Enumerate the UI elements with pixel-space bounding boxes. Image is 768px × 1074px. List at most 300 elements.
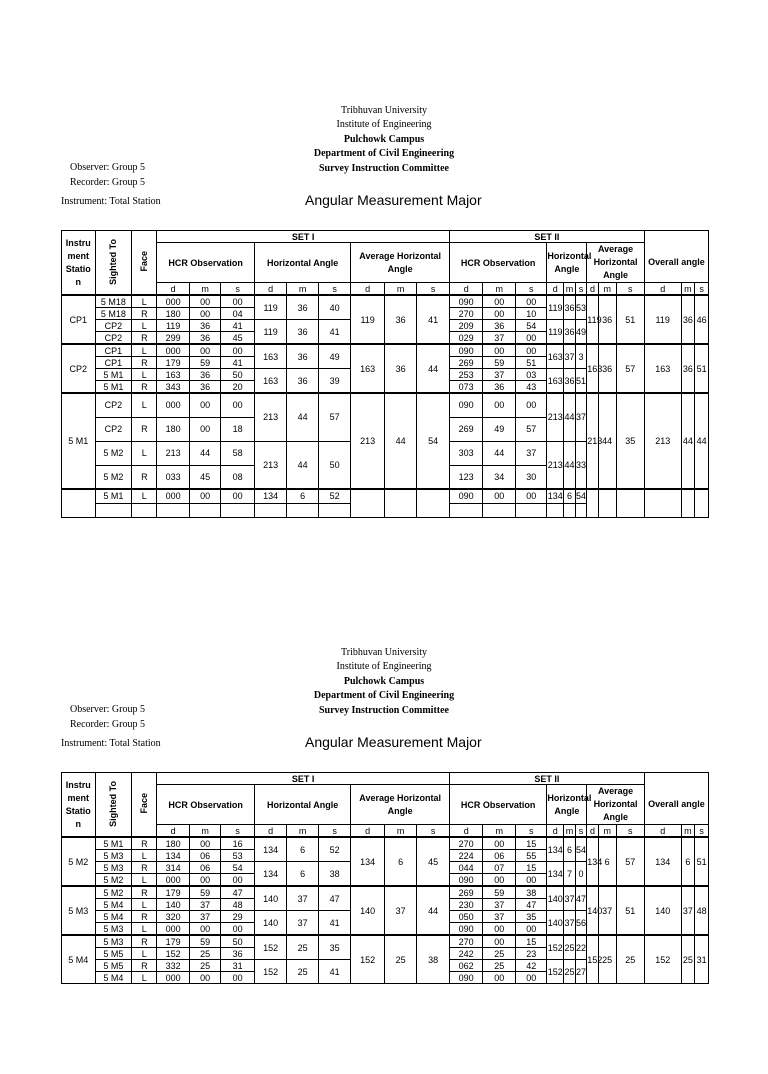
hcr1-d-cell: 134 (157, 850, 190, 862)
sighted-to-cell: 5 M3 (95, 935, 132, 948)
sheet-page-1 (0, 0, 768, 512)
overall-s-cell: 51 (695, 344, 709, 393)
hcr1-s-cell: 00 (221, 344, 255, 357)
average-horizontal-angle-header: Average Horizontal Angle (351, 785, 450, 825)
ha1-s-cell: 39 (318, 369, 351, 394)
hcr2-d-cell: 090 (449, 874, 483, 887)
sheet-title: Angular Measurement Major (305, 734, 482, 750)
unit-header-s: s (515, 283, 546, 296)
sighted-to-cell: 5 M1 (95, 837, 132, 850)
sighted-to-cell: 5 M1 (95, 381, 132, 394)
avg2-s-cell: 57 (616, 344, 644, 393)
hcr2-s-cell: 00 (515, 489, 546, 503)
unit-header-d: d (449, 825, 483, 838)
ha1-d-cell: 152 (254, 935, 287, 960)
hcr1-s-cell: 58 (221, 441, 255, 465)
hcr1-d-cell: 000 (157, 972, 190, 984)
unit-header-s: s (695, 283, 709, 296)
avg2-m-cell: 37 (598, 886, 616, 935)
hcr2-d-cell: 062 (449, 960, 483, 972)
hcr1-m-cell: 59 (189, 357, 220, 369)
face-cell: L (132, 948, 157, 960)
face-cell: L (132, 320, 157, 332)
sighted-to-cell: 5 M3 (95, 923, 132, 936)
ha1-d-cell: 134 (254, 489, 287, 503)
station-cell: 5 M3 (62, 886, 96, 935)
sighted-to-cell: CP2 (95, 320, 132, 332)
avg2-s-cell: 57 (616, 837, 644, 886)
dms-header-row (62, 825, 709, 838)
unit-header-m: m (564, 283, 576, 296)
dms-header-row (62, 283, 709, 296)
hcr2-m-cell: 37 (483, 911, 516, 923)
avg2-d-cell: 152 (587, 935, 599, 984)
hcr1-d-cell: 140 (157, 899, 190, 911)
hcr1-m-cell: 25 (189, 948, 220, 960)
unit-header-d: d (254, 283, 287, 296)
overall-m-cell (681, 489, 695, 517)
hcr1-m-cell: 59 (189, 935, 220, 948)
station-cell: CP1 (62, 295, 96, 344)
hcr2-s-cell: 15 (515, 837, 546, 850)
ha2-d-cell: 134 (547, 862, 564, 887)
hcr2-s-cell: 35 (515, 911, 546, 923)
hcr1-m-cell: 00 (189, 344, 220, 357)
hcr1-s-cell: 48 (221, 899, 255, 911)
sighted-to-cell: 5 M2 (95, 465, 132, 489)
unit-header-s: s (616, 825, 644, 838)
unit-header-s: s (318, 283, 351, 296)
hcr2-s-cell: 38 (515, 886, 546, 899)
face-cell: R (132, 417, 157, 441)
committee-name: Survey Instruction Committee (319, 704, 449, 716)
hcr2-m-cell: 00 (483, 874, 516, 887)
hcr1-d-cell: 180 (157, 308, 190, 320)
hcr2-d-cell: 123 (449, 465, 483, 489)
hcr1-s-cell: 29 (221, 911, 255, 923)
horizontal-angle-header: Horizontal Angle (254, 785, 350, 825)
unit-header-d: d (351, 825, 385, 838)
hcr1-m-cell: 06 (189, 850, 220, 862)
hcr1-m-cell: 37 (189, 911, 220, 923)
ha1-m-cell: 6 (287, 837, 318, 862)
unit-header-m: m (483, 825, 516, 838)
hcr2-m-cell: 37 (483, 899, 516, 911)
horizontal-angle-header: Horizontal Angle (547, 785, 587, 825)
table-row (62, 886, 709, 899)
ha2-d-cell: 152 (547, 960, 564, 984)
ha1-m-cell: 36 (287, 344, 318, 369)
hcr1-s-cell: 50 (221, 369, 255, 381)
hcr2-d-cell: 209 (449, 320, 483, 332)
unit-header-m: m (287, 825, 318, 838)
hcr2-m-cell: 00 (483, 923, 516, 936)
ha1-s-cell: 50 (318, 441, 351, 489)
hcr1-d-cell: 180 (157, 837, 190, 850)
hcr1-d-cell: 000 (157, 489, 190, 503)
face-cell: L (132, 295, 157, 308)
overall-d-cell: 119 (644, 295, 681, 344)
campus-name: Pulchowk Campus (343, 675, 425, 687)
unit-header-s: s (575, 283, 587, 296)
hcr2-m-cell: 49 (483, 417, 516, 441)
face-cell: R (132, 960, 157, 972)
hcr2-d-cell: 270 (449, 308, 483, 320)
recorder-label: Recorder: Group 5 (70, 719, 145, 730)
hcr2-d-cell: 073 (449, 381, 483, 394)
overall-s-cell: 31 (695, 935, 709, 984)
unit-header-s: s (515, 825, 546, 838)
station-cell: 5 M1 (62, 393, 96, 489)
hcr2-d-cell: 303 (449, 441, 483, 465)
unit-header-d: d (644, 825, 681, 838)
hcr1-s-cell: 50 (221, 935, 255, 948)
sighted-to-cell: 5 M18 (95, 295, 132, 308)
sighted-to-cell: CP1 (95, 357, 132, 369)
hcr2-m-cell: 25 (483, 960, 516, 972)
ha2-m-cell: 37 (564, 886, 576, 911)
avg1-d-cell: 119 (351, 295, 385, 344)
institute-name: Institute of Engineering (336, 119, 432, 131)
hcr1-d-cell (157, 503, 190, 517)
ha1-d-cell: 163 (254, 344, 287, 369)
hcr2-m-cell: 36 (483, 320, 516, 332)
hcr2-s-cell: 00 (515, 923, 546, 936)
hcr2-d-cell: 090 (449, 393, 483, 417)
ha1-d-cell (254, 503, 287, 517)
hcr2-s-cell: 42 (515, 960, 546, 972)
ha2-s-cell: 0 (575, 862, 587, 887)
table-row (62, 837, 709, 850)
hcr1-m-cell: 59 (189, 886, 220, 899)
unit-header-m: m (384, 283, 417, 296)
hcr2-m-cell: 34 (483, 465, 516, 489)
ha2-m-cell: 44 (564, 393, 576, 441)
ha1-d-cell: 140 (254, 911, 287, 936)
ha2-d-cell: 134 (547, 489, 564, 503)
ha1-s-cell: 41 (318, 911, 351, 936)
avg1-d-cell: 213 (351, 393, 385, 489)
sighted-to-cell: 5 M2 (95, 874, 132, 887)
hcr1-s-cell: 41 (221, 357, 255, 369)
institute-name: Institute of Engineering (336, 661, 432, 673)
horizontal-angle-header: Horizontal Angle (254, 243, 350, 283)
unit-header-m: m (681, 825, 695, 838)
overall-s-cell: 51 (695, 837, 709, 886)
hcr1-m-cell: 36 (189, 332, 220, 345)
hcr1-s-cell: 53 (221, 850, 255, 862)
hcr-observation-header: HCR Observation (449, 785, 547, 825)
overall-m-cell: 25 (681, 935, 695, 984)
unit-header-m: m (681, 283, 695, 296)
observation-table-wrapper (61, 772, 711, 1074)
avg1-d-cell (351, 489, 385, 517)
face-cell: R (132, 465, 157, 489)
ha1-s-cell: 52 (318, 837, 351, 862)
ha1-s-cell (318, 503, 351, 517)
ha1-d-cell: 213 (254, 441, 287, 489)
avg2-m-cell: 44 (598, 393, 616, 489)
instrument-station-header: Instru ment Statio n (62, 231, 96, 296)
hcr1-m-cell: 25 (189, 960, 220, 972)
avg2-d-cell (587, 489, 599, 517)
unit-header-m: m (189, 825, 220, 838)
hcr2-m-cell: 44 (483, 441, 516, 465)
unit-header-m: m (287, 283, 318, 296)
ha1-s-cell: 38 (318, 862, 351, 887)
face-header: Face (132, 773, 157, 838)
ha2-d-cell (547, 503, 564, 517)
face-cell: R (132, 837, 157, 850)
unit-header-s: s (318, 825, 351, 838)
hcr1-s-cell: 36 (221, 948, 255, 960)
hcr1-s-cell: 00 (221, 923, 255, 936)
hcr2-m-cell: 59 (483, 886, 516, 899)
ha2-d-cell: 213 (547, 393, 564, 441)
avg2-d-cell: 140 (587, 886, 599, 935)
hcr1-m-cell: 00 (189, 295, 220, 308)
overall-d-cell: 134 (644, 837, 681, 886)
avg2-m-cell: 25 (598, 935, 616, 984)
hcr2-s-cell: 54 (515, 320, 546, 332)
station-cell: CP2 (62, 344, 96, 393)
face-cell: L (132, 369, 157, 381)
university-name: Tribhuvan University (340, 105, 428, 116)
hcr1-m-cell (189, 503, 220, 517)
campus-name: Pulchowk Campus (343, 133, 425, 145)
hcr2-m-cell: 00 (483, 308, 516, 320)
sighted-to-cell: CP2 (95, 417, 132, 441)
hcr-observation-header: HCR Observation (157, 243, 255, 283)
unit-header-d: d (157, 283, 190, 296)
avg1-s-cell: 44 (417, 886, 450, 935)
avg1-d-cell: 152 (351, 935, 385, 984)
avg2-s-cell: 35 (616, 393, 644, 489)
hcr1-m-cell: 06 (189, 862, 220, 874)
hcr2-m-cell: 00 (483, 972, 516, 984)
ha1-m-cell: 25 (287, 935, 318, 960)
unit-header-m: m (483, 283, 516, 296)
hcr1-s-cell: 41 (221, 320, 255, 332)
ha2-m-cell: 6 (564, 489, 576, 503)
ha1-m-cell (287, 503, 318, 517)
ha2-s-cell: 49 (575, 320, 587, 345)
instrument-label: Instrument: Total Station (61, 196, 161, 207)
hcr2-s-cell: 37 (515, 441, 546, 465)
ha2-s-cell: 22 (575, 935, 587, 960)
hcr1-m-cell: 00 (189, 393, 220, 417)
face-cell: R (132, 357, 157, 369)
hcr2-s-cell: 15 (515, 935, 546, 948)
ha2-m-cell: 25 (564, 960, 576, 984)
hcr1-s-cell: 08 (221, 465, 255, 489)
face-cell: R (132, 886, 157, 899)
hcr2-d-cell: 029 (449, 332, 483, 345)
hcr1-d-cell: 179 (157, 935, 190, 948)
sighted-to-cell: 5 M4 (95, 911, 132, 923)
hcr2-d-cell: 242 (449, 948, 483, 960)
ha2-d-cell: 134 (547, 837, 564, 862)
face-header: Face (132, 231, 157, 296)
hcr1-d-cell: 314 (157, 862, 190, 874)
avg2-s-cell: 51 (616, 886, 644, 935)
hcr1-d-cell: 180 (157, 417, 190, 441)
hcr2-m-cell: 00 (483, 935, 516, 948)
hcr1-s-cell: 47 (221, 886, 255, 899)
sighted-to-cell: CP1 (95, 344, 132, 357)
hcr2-m-cell: 36 (483, 381, 516, 394)
ha1-s-cell: 40 (318, 295, 351, 320)
unit-header-d: d (351, 283, 385, 296)
ha2-d-cell: 152 (547, 935, 564, 960)
committee-name: Survey Instruction Committee (319, 162, 449, 174)
hcr1-d-cell: 000 (157, 295, 190, 308)
face-cell: L (132, 972, 157, 984)
observer-label: Observer: Group 5 (70, 162, 145, 173)
avg1-m-cell: 44 (384, 393, 417, 489)
hcr2-s-cell: 43 (515, 381, 546, 394)
hcr2-d-cell: 090 (449, 923, 483, 936)
hcr1-s-cell: 45 (221, 332, 255, 345)
avg1-s-cell: 38 (417, 935, 450, 984)
unit-header-m: m (564, 825, 576, 838)
unit-header-s: s (221, 825, 255, 838)
ha1-m-cell: 36 (287, 369, 318, 394)
ha1-m-cell: 36 (287, 320, 318, 345)
hcr2-d-cell: 269 (449, 417, 483, 441)
ha2-d-cell: 163 (547, 369, 564, 394)
overall-d-cell: 152 (644, 935, 681, 984)
ha2-s-cell: 51 (575, 369, 587, 394)
unit-header-d: d (547, 283, 564, 296)
ha1-s-cell: 52 (318, 489, 351, 503)
hcr1-s-cell: 00 (221, 972, 255, 984)
hcr2-s-cell: 00 (515, 344, 546, 357)
observer-label: Observer: Group 5 (70, 704, 145, 715)
hcr2-d-cell: 050 (449, 911, 483, 923)
hcr2-m-cell: 00 (483, 393, 516, 417)
observation-table-wrapper (61, 230, 711, 532)
face-cell: R (132, 381, 157, 394)
hcr1-d-cell: 320 (157, 911, 190, 923)
ha2-m-cell: 37 (564, 911, 576, 936)
hcr2-d-cell: 090 (449, 344, 483, 357)
avg1-m-cell (384, 489, 417, 517)
unit-header-d: d (587, 283, 599, 296)
avg2-m-cell: 36 (598, 344, 616, 393)
face-cell: R (132, 862, 157, 874)
ha2-d-cell: 140 (547, 886, 564, 911)
hcr1-d-cell: 000 (157, 344, 190, 357)
sighted-to-cell: 5 M5 (95, 948, 132, 960)
overall-d-cell: 163 (644, 344, 681, 393)
overall-s-cell: 46 (695, 295, 709, 344)
hcr1-d-cell: 179 (157, 357, 190, 369)
hcr2-d-cell (449, 503, 483, 517)
face-cell: R (132, 308, 157, 320)
hcr1-s-cell: 00 (221, 393, 255, 417)
ha1-s-cell: 35 (318, 935, 351, 960)
hcr2-s-cell: 03 (515, 369, 546, 381)
overall-s-cell: 44 (695, 393, 709, 489)
sighted-to-cell: 5 M18 (95, 308, 132, 320)
hcr2-s-cell: 00 (515, 393, 546, 417)
sighted-to-cell: 5 M5 (95, 960, 132, 972)
hcr1-m-cell: 00 (189, 308, 220, 320)
avg1-d-cell: 140 (351, 886, 385, 935)
ha1-s-cell: 47 (318, 886, 351, 911)
ha1-d-cell: 134 (254, 837, 287, 862)
avg2-m-cell: 36 (598, 295, 616, 344)
hcr2-m-cell: 37 (483, 369, 516, 381)
unit-header-d: d (587, 825, 599, 838)
ha1-m-cell: 25 (287, 960, 318, 984)
horizontal-angle-header: Horizontal Angle (547, 243, 587, 283)
ha1-s-cell: 57 (318, 393, 351, 441)
ha2-d-cell: 213 (547, 441, 564, 489)
hcr2-m-cell: 06 (483, 850, 516, 862)
hcr1-s-cell: 20 (221, 381, 255, 394)
ha1-d-cell: 140 (254, 886, 287, 911)
sighted-to-cell: 5 M2 (95, 886, 132, 899)
hcr1-s-cell: 00 (221, 489, 255, 503)
face-cell: L (132, 344, 157, 357)
station-cell: 5 M4 (62, 935, 96, 984)
hcr1-m-cell: 37 (189, 899, 220, 911)
avg1-s-cell: 45 (417, 837, 450, 886)
avg2-d-cell: 119 (587, 295, 599, 344)
face-cell: L (132, 850, 157, 862)
unit-header-s: s (417, 283, 450, 296)
avg2-s-cell: 25 (616, 935, 644, 984)
unit-header-m: m (598, 283, 616, 296)
hcr2-d-cell: 253 (449, 369, 483, 381)
ha2-d-cell: 163 (547, 344, 564, 369)
ha2-m-cell: 36 (564, 369, 576, 394)
ha2-m-cell: 37 (564, 344, 576, 369)
overall-angle-header: Overall angle (644, 243, 708, 283)
unit-header-d: d (644, 283, 681, 296)
hcr1-d-cell: 163 (157, 369, 190, 381)
average-horizontal-angle-header: Average Horizontal Angle (351, 243, 450, 283)
avg1-d-cell: 163 (351, 344, 385, 393)
avg1-m-cell: 36 (384, 295, 417, 344)
hcr1-m-cell: 00 (189, 837, 220, 850)
ha1-m-cell: 36 (287, 295, 318, 320)
hcr2-d-cell: 044 (449, 862, 483, 874)
instrument-station-header: Instru ment Statio n (62, 773, 96, 838)
sheet-title: Angular Measurement Major (305, 192, 482, 208)
average-horizontal-angle-header: Average Horizontal Angle (587, 785, 645, 825)
station-cell: 5 M2 (62, 837, 96, 886)
ha2-s-cell (575, 503, 587, 517)
instrument-label: Instrument: Total Station (61, 738, 161, 749)
hcr2-m-cell: 25 (483, 948, 516, 960)
face-cell: R (132, 332, 157, 345)
hcr1-s-cell: 00 (221, 874, 255, 887)
angular-observation-table (61, 772, 709, 984)
hcr2-d-cell: 269 (449, 886, 483, 899)
ha1-d-cell: 134 (254, 862, 287, 887)
table-row (62, 344, 709, 357)
angular-observation-table (61, 230, 709, 518)
table-body (62, 837, 709, 984)
ha2-s-cell: 33 (575, 441, 587, 489)
hcr1-s-cell: 16 (221, 837, 255, 850)
hcr2-m-cell: 00 (483, 344, 516, 357)
ha1-m-cell: 37 (287, 886, 318, 911)
hcr2-s-cell: 23 (515, 948, 546, 960)
